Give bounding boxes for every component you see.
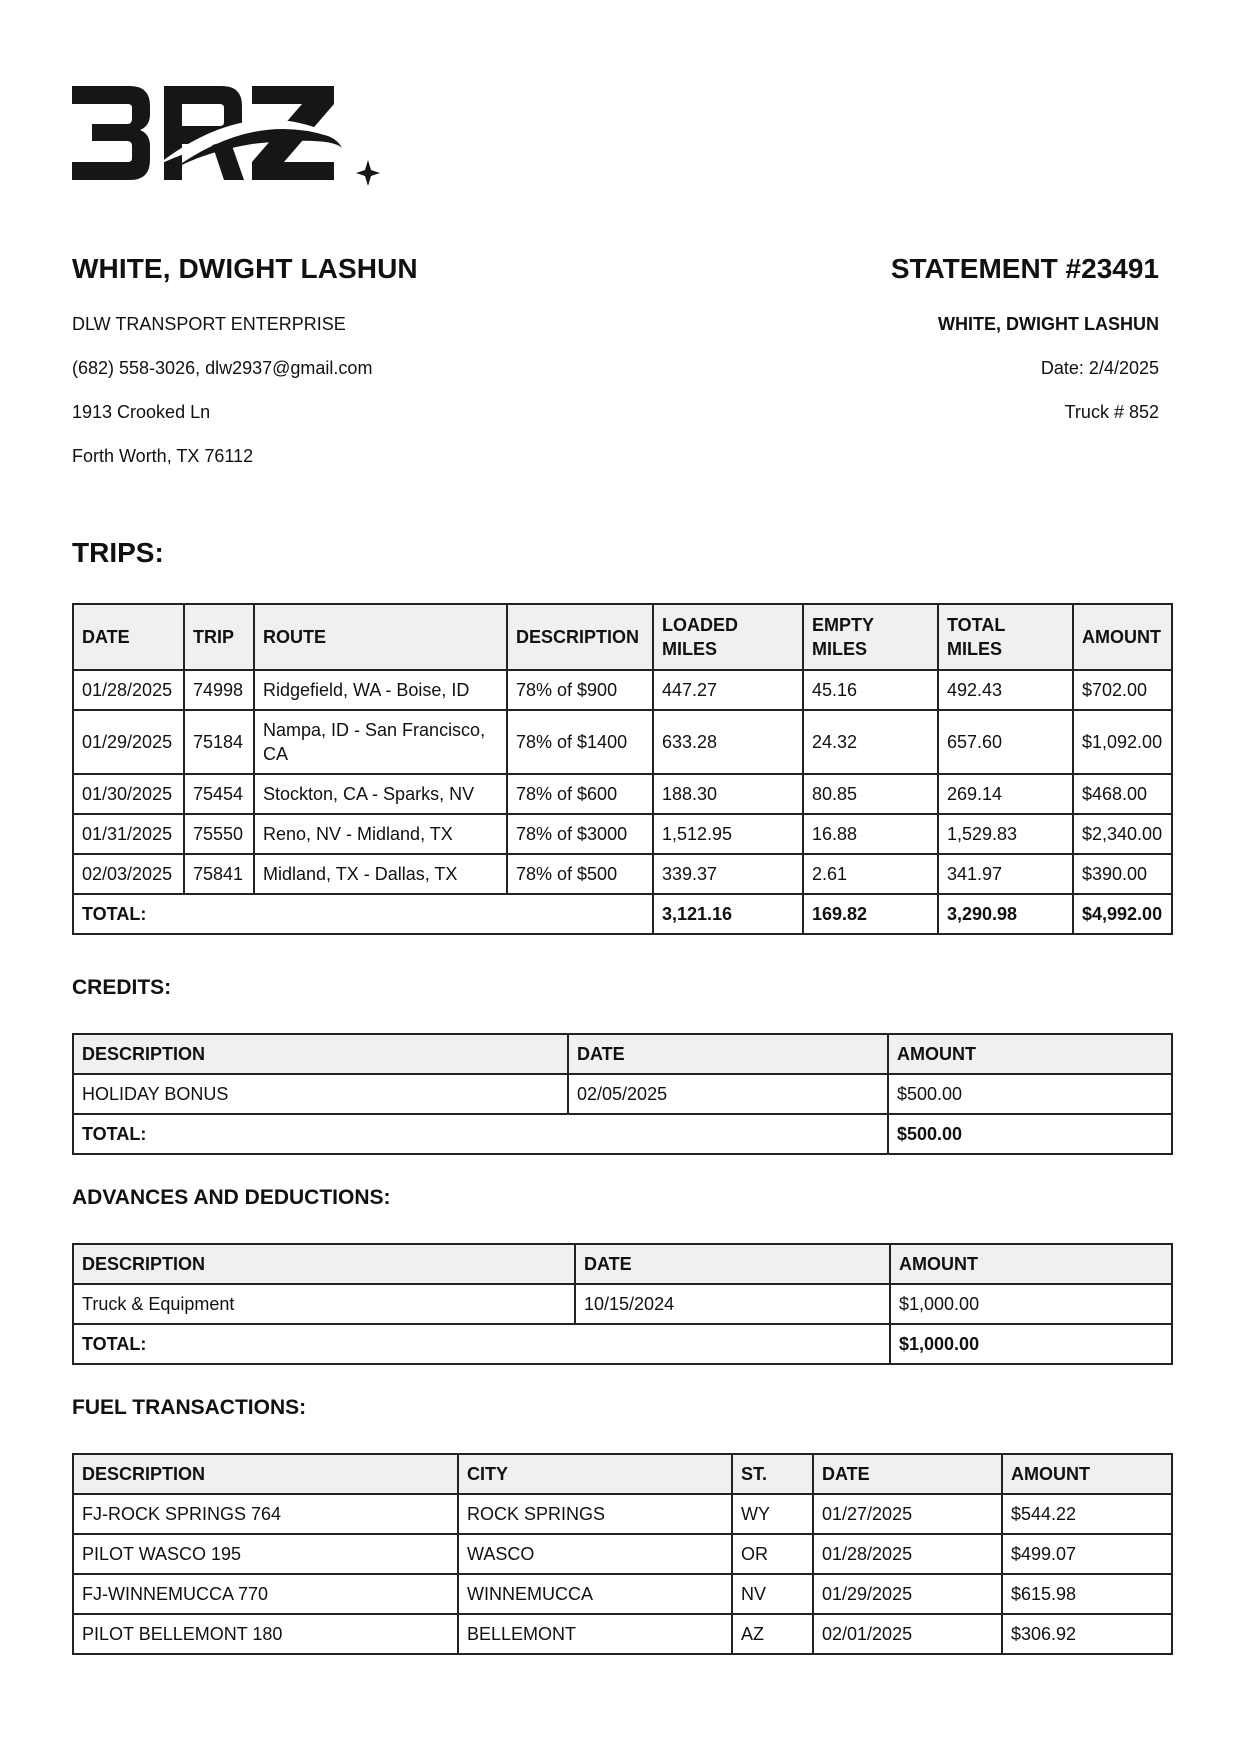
total-label: TOTAL: <box>73 1114 888 1154</box>
cell: 02/01/2025 <box>813 1614 1002 1654</box>
contact-info: (682) 558-3026, dlw2937@gmail.com <box>72 358 373 378</box>
cell: 78% of $900 <box>507 670 653 710</box>
company-name: DLW TRANSPORT ENTERPRISE <box>72 314 346 334</box>
cell: $390.00 <box>1073 854 1172 894</box>
cell: 78% of $1400 <box>507 710 653 774</box>
col-header-description: DESCRIPTION <box>73 1034 568 1074</box>
cell: $306.92 <box>1002 1614 1172 1654</box>
credits-table <box>72 1033 1173 1155</box>
table-header-row <box>73 1454 1172 1494</box>
cell: $500.00 <box>888 1074 1172 1114</box>
cell: 01/28/2025 <box>813 1534 1002 1574</box>
cell: $702.00 <box>1073 670 1172 710</box>
statement-date: Date: 2/4/2025 <box>1040 358 1159 378</box>
cell: WASCO <box>458 1534 732 1574</box>
table-row <box>73 710 1172 774</box>
col-header-loaded-miles: LOADED MILES <box>653 604 803 670</box>
cell: 01/29/2025 <box>813 1574 1002 1614</box>
cell: $499.07 <box>1002 1534 1172 1574</box>
total-label: TOTAL: <box>73 1324 890 1364</box>
col-header-route: ROUTE <box>254 604 507 670</box>
cell: 447.27 <box>653 670 803 710</box>
cell: 01/29/2025 <box>73 710 184 774</box>
cell: 02/03/2025 <box>73 854 184 894</box>
cell: 80.85 <box>803 774 938 814</box>
cell: AZ <box>732 1614 813 1654</box>
cell: 75550 <box>184 814 254 854</box>
col-header-total-miles: TOTAL MILES <box>938 604 1073 670</box>
table-row <box>73 1494 1172 1534</box>
cell: PILOT BELLEMONT 180 <box>73 1614 458 1654</box>
total-amount: $4,992.00 <box>1073 894 1172 934</box>
col-header-date: DATE <box>73 604 184 670</box>
total-total-miles: 3,290.98 <box>938 894 1073 934</box>
cell: 01/27/2025 <box>813 1494 1002 1534</box>
table-row <box>73 1534 1172 1574</box>
cell: 78% of $3000 <box>507 814 653 854</box>
col-header-trip: TRIP <box>184 604 254 670</box>
advances-table <box>72 1243 1173 1365</box>
trips-title: TRIPS: <box>72 537 164 568</box>
company-logo <box>72 78 392 190</box>
driver-name-heading: WHITE, DWIGHT LASHUN <box>72 253 418 284</box>
table-row <box>73 1574 1172 1614</box>
total-loaded-miles: 3,121.16 <box>653 894 803 934</box>
statement-number: STATEMENT #23491 <box>890 253 1159 284</box>
cell: 01/28/2025 <box>73 670 184 710</box>
table-row <box>73 774 1172 814</box>
cell: BELLEMONT <box>458 1614 732 1654</box>
table-row <box>73 1074 1172 1114</box>
table-row <box>73 814 1172 854</box>
total-row <box>73 894 1172 934</box>
cell: 02/05/2025 <box>568 1074 888 1114</box>
cell: 188.30 <box>653 774 803 814</box>
cell: 657.60 <box>938 710 1073 774</box>
advances-title: ADVANCES AND DEDUCTIONS: <box>72 1186 391 1209</box>
cell: 1,529.83 <box>938 814 1073 854</box>
cell: 75841 <box>184 854 254 894</box>
cell: 339.37 <box>653 854 803 894</box>
cell: 10/15/2024 <box>575 1284 890 1324</box>
col-header-empty-miles: EMPTY MILES <box>803 604 938 670</box>
cell: FJ-WINNEMUCCA 770 <box>73 1574 458 1614</box>
cell: 633.28 <box>653 710 803 774</box>
statement-driver-name: WHITE, DWIGHT LASHUN <box>938 314 1159 334</box>
total-amount: $500.00 <box>888 1114 1172 1154</box>
col-header-amount: AMOUNT <box>1073 604 1172 670</box>
table-row <box>73 1614 1172 1654</box>
cell: Ridgefield, WA - Boise, ID <box>254 670 507 710</box>
cell: 75454 <box>184 774 254 814</box>
col-header-date: DATE <box>575 1244 890 1284</box>
total-empty-miles: 169.82 <box>803 894 938 934</box>
col-header-amount: AMOUNT <box>888 1034 1172 1074</box>
cell: $1,000.00 <box>890 1284 1172 1324</box>
col-header-description: DESCRIPTION <box>507 604 653 670</box>
cell: $2,340.00 <box>1073 814 1172 854</box>
table-row <box>73 670 1172 710</box>
table-header-row <box>73 1034 1172 1074</box>
cell: Nampa, ID - San Francisco, CA <box>254 710 507 774</box>
table-row <box>73 1284 1172 1324</box>
cell: 341.97 <box>938 854 1073 894</box>
cell: 74998 <box>184 670 254 710</box>
cell: PILOT WASCO 195 <box>73 1534 458 1574</box>
fuel-title: FUEL TRANSACTIONS: <box>72 1396 307 1419</box>
cell: 269.14 <box>938 774 1073 814</box>
cell: 01/30/2025 <box>73 774 184 814</box>
cell: NV <box>732 1574 813 1614</box>
fuel-table <box>72 1453 1173 1655</box>
cell: 01/31/2025 <box>73 814 184 854</box>
col-header-description: DESCRIPTION <box>73 1244 575 1284</box>
address-line-2: Forth Worth, TX 76112 <box>72 446 254 466</box>
table-header-row <box>73 1244 1172 1284</box>
trips-table <box>72 603 1173 935</box>
credits-title: CREDITS: <box>72 976 172 999</box>
col-header-amount: AMOUNT <box>890 1244 1172 1284</box>
cell: HOLIDAY BONUS <box>73 1074 568 1114</box>
cell: 78% of $600 <box>507 774 653 814</box>
cell: 24.32 <box>803 710 938 774</box>
col-header-city: CITY <box>458 1454 732 1494</box>
cell: Reno, NV - Midland, TX <box>254 814 507 854</box>
total-row <box>73 1114 1172 1154</box>
truck-number: Truck # 852 <box>1064 402 1159 422</box>
cell: 2.61 <box>803 854 938 894</box>
cell: 1,512.95 <box>653 814 803 854</box>
cell: FJ-ROCK SPRINGS 764 <box>73 1494 458 1534</box>
cell: $468.00 <box>1073 774 1172 814</box>
cell: OR <box>732 1534 813 1574</box>
cell: WINNEMUCCA <box>458 1574 732 1614</box>
cell: $615.98 <box>1002 1574 1172 1614</box>
cell: $1,092.00 <box>1073 710 1172 774</box>
cell: Midland, TX - Dallas, TX <box>254 854 507 894</box>
address-line-1: 1913 Crooked Ln <box>72 402 211 422</box>
total-amount: $1,000.00 <box>890 1324 1172 1364</box>
cell: Stockton, CA - Sparks, NV <box>254 774 507 814</box>
table-row <box>73 854 1172 894</box>
cell: 78% of $500 <box>507 854 653 894</box>
total-label: TOTAL: <box>73 894 653 934</box>
col-header-date: DATE <box>568 1034 888 1074</box>
col-header-state: ST. <box>732 1454 813 1494</box>
col-header-amount: AMOUNT <box>1002 1454 1172 1494</box>
cell: Truck & Equipment <box>73 1284 575 1324</box>
col-header-description: DESCRIPTION <box>73 1454 458 1494</box>
total-row <box>73 1324 1172 1364</box>
cell: ROCK SPRINGS <box>458 1494 732 1534</box>
cell: 492.43 <box>938 670 1073 710</box>
cell: $544.22 <box>1002 1494 1172 1534</box>
table-header-row <box>73 604 1172 670</box>
cell: WY <box>732 1494 813 1534</box>
col-header-date: DATE <box>813 1454 1002 1494</box>
cell: 75184 <box>184 710 254 774</box>
cell: 45.16 <box>803 670 938 710</box>
cell: 16.88 <box>803 814 938 854</box>
